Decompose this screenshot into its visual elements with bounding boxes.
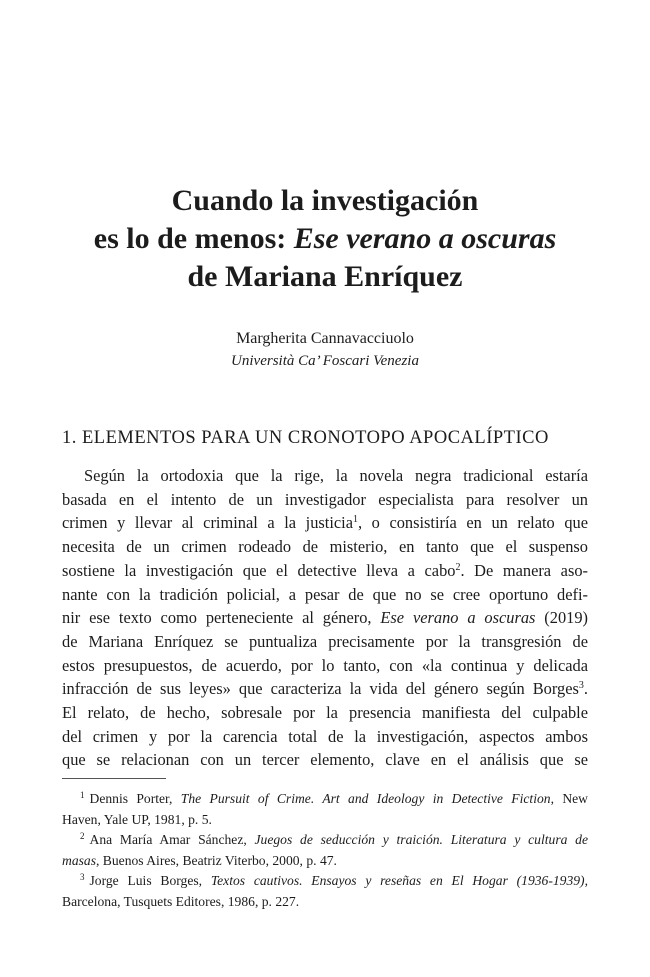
body-line: nante con la tradición policial, a pesar de que no se cree oportuno defi-	[62, 584, 588, 604]
body-line: de Mariana Enríquez se puntualiza precisamente por la transgresión de	[62, 631, 588, 651]
footnote-number: 3	[80, 872, 85, 882]
footnote-ref-2[interactable]: 2	[455, 561, 461, 573]
body-line: El relato, de hecho, sobresale por la presencia manifiesta del culpable	[62, 703, 588, 723]
italic-work-title: Ese verano a oscuras	[380, 608, 536, 628]
article-title	[60, 182, 590, 296]
footnote-3-cont: Barcelona, Tusquets Editores, 1986, p. 227.	[62, 893, 300, 909]
body-line: infracción de sus leyes» que caracteriza la vida del género según Borges$^3$.	[62, 679, 588, 699]
body-paragraph	[62, 464, 588, 772]
body-line: sostiene la investigación que el detective lleva a cabo$^2$. De manera aso-	[62, 560, 588, 580]
author-affiliation: Università Ca’ Foscari Venezia	[231, 353, 419, 369]
footnote-ref-3[interactable]: 3	[578, 680, 584, 692]
body-line: crimen y llevar al criminal a la justicia$^1$, o consistiría en un relato que	[62, 513, 588, 533]
body-line: necesita de un crimen rodeado de misterio, en tanto que el suspenso	[62, 537, 588, 557]
footnote-number: 1	[80, 790, 85, 800]
footnote-1-cont: Haven, Yale UP, 1981, p. 5.	[62, 811, 212, 827]
footnote-3: $^3$ Jorge Luis Borges, Textos cautivos. Ensayos y reseñas en El Hogar (1936-1939),	[80, 872, 588, 888]
footnote-2: $^2$ Ana María Amar Sánchez, Juegos de seducción y traición. Literatura y cultura de	[80, 831, 588, 847]
footnotes	[62, 789, 588, 912]
title-italic-work: Ese verano a oscuras	[293, 222, 557, 255]
body-line: Según la ortodoxia que la rige, la novela negra tradicional estaría	[84, 466, 588, 485]
title-line-1: Cuando la investigación	[171, 184, 479, 217]
body-line: estos presupuestos, de acuerdo, por lo tanto, con «la continua y delicada	[62, 655, 588, 675]
author-name: Margherita Cannavacciuolo	[236, 330, 414, 347]
footnote-number: 2	[80, 831, 85, 841]
body-line: nir ese texto como perteneciente al género, Ese verano a oscuras (2019)	[62, 608, 589, 628]
body-line: que se relacionan con un tercer elemento, clave en el análisis que se	[62, 750, 588, 770]
footnote-1: $^1$ Dennis Porter, The Pursuit of Crime. Art and Ideology in Detective Fiction, New	[80, 790, 588, 806]
title-line-3: de Mariana Enríquez	[187, 260, 463, 293]
title-line-2-prefix: es lo de menos:	[93, 222, 294, 255]
title-line-2	[60, 220, 590, 258]
footnote-ref-1[interactable]: 1	[352, 514, 358, 526]
section-heading: 1. ELEMENTOS PARA UN CRONOTOPO APOCALÍPTICO	[62, 428, 549, 448]
body-line: del crimen y por la carencia total de la investigación, aspectos ambos	[62, 726, 588, 746]
body-line: basada en el intento de un investigador especialista para resolver un	[62, 489, 588, 509]
footnote-2-cont: masas, Buenos Aires, Beatriz Viterbo, 2000, p. 47.	[62, 852, 337, 868]
footnote-divider	[62, 778, 166, 779]
